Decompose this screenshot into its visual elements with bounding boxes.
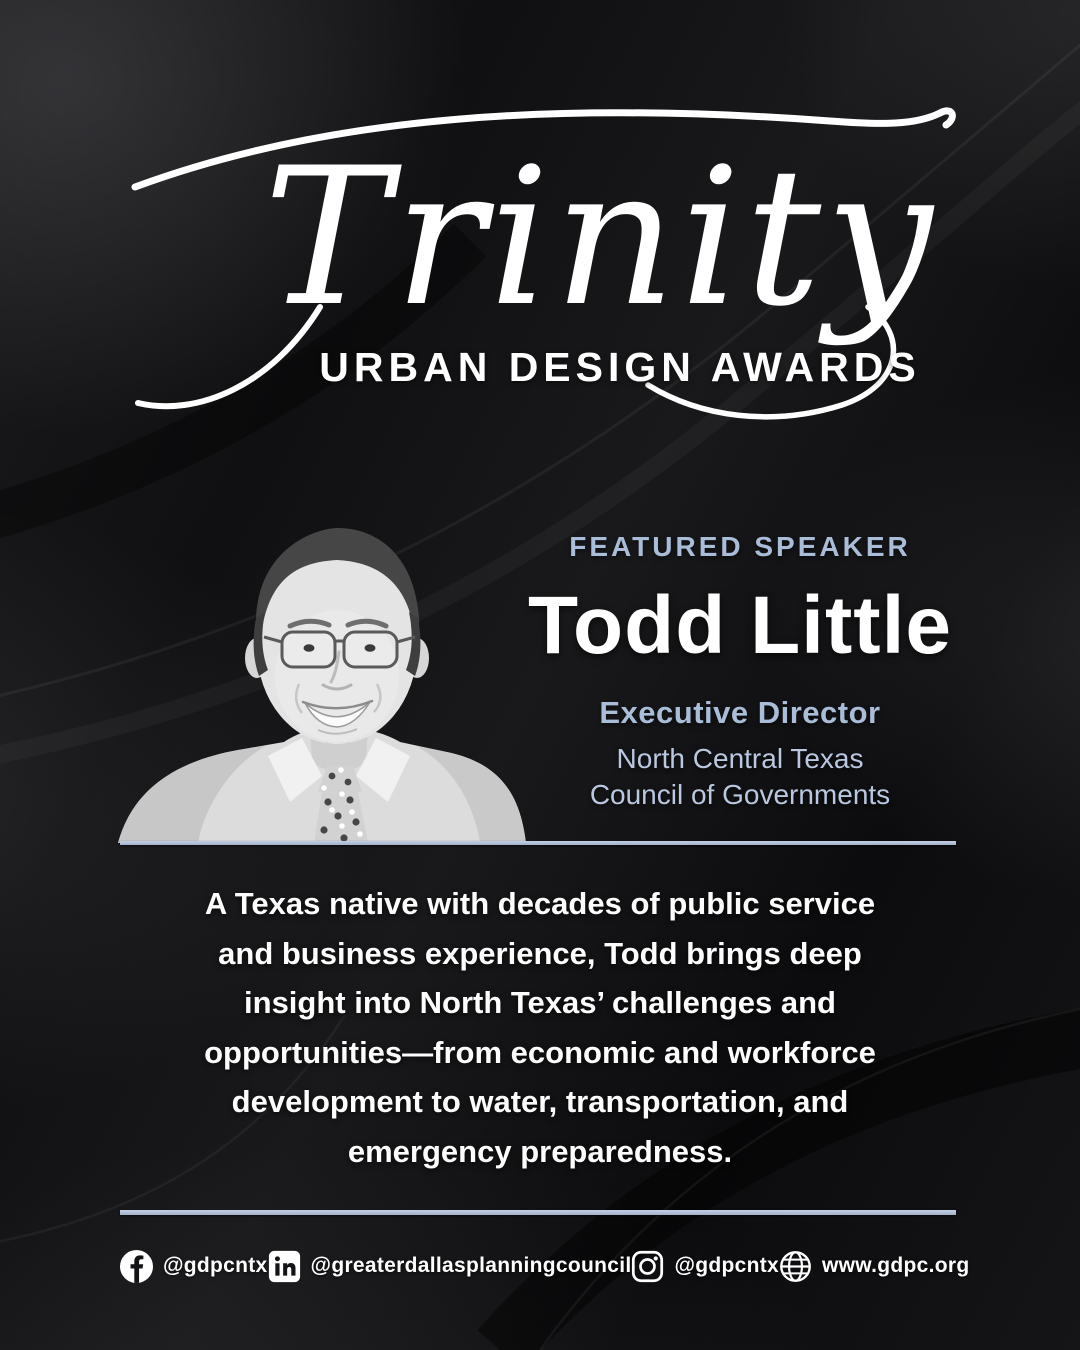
linkedin-handle <box>268 1250 632 1283</box>
speaker-name: Todd Little <box>528 580 952 671</box>
speaker-org-line1: North Central Texas <box>616 743 864 774</box>
linkedin-icon <box>268 1250 301 1283</box>
bio-line: development to water, transportation, and <box>231 1084 849 1119</box>
speaker-photo <box>106 500 530 843</box>
instagram-icon <box>631 1250 664 1283</box>
instagram-handle-text: @gdpcntx <box>674 1254 780 1277</box>
speaker-title: Executive Director <box>599 695 881 730</box>
speaker-block <box>516 531 964 813</box>
divider-bottom <box>120 1210 956 1215</box>
social-footer <box>120 1242 970 1290</box>
logo-subtitle: URBAN DESIGN AWARDS <box>319 344 921 390</box>
instagram-handle <box>631 1250 779 1283</box>
facebook-handle-text: @gdpcntx <box>163 1254 268 1277</box>
bio-line: and business experience, Todd brings deep <box>218 935 862 971</box>
speaker-bio <box>120 879 960 1176</box>
website-link-text: www.gdpc.org <box>822 1254 970 1277</box>
website-link <box>779 1250 969 1283</box>
bio-line: insight into North Texas’ challenges and <box>244 985 836 1020</box>
bio-line: emergency preparedness. <box>347 1133 733 1169</box>
bio-line: A Texas native with decades of public service <box>204 886 876 921</box>
featured-speaker-label: FEATURED SPEAKER <box>569 531 911 562</box>
logo-script-text: Trinity <box>263 127 937 348</box>
divider-top <box>120 841 956 845</box>
speaker-org-line2: Council of Governments <box>589 778 891 810</box>
speaker-organization <box>516 741 964 813</box>
globe-icon <box>779 1250 812 1283</box>
facebook-icon <box>120 1250 153 1283</box>
linkedin-handle-text: @greaterdallasplanningcouncil <box>310 1254 632 1277</box>
facebook-handle <box>120 1250 268 1283</box>
bio-line: opportunities—from economic and workforce <box>204 1034 876 1070</box>
